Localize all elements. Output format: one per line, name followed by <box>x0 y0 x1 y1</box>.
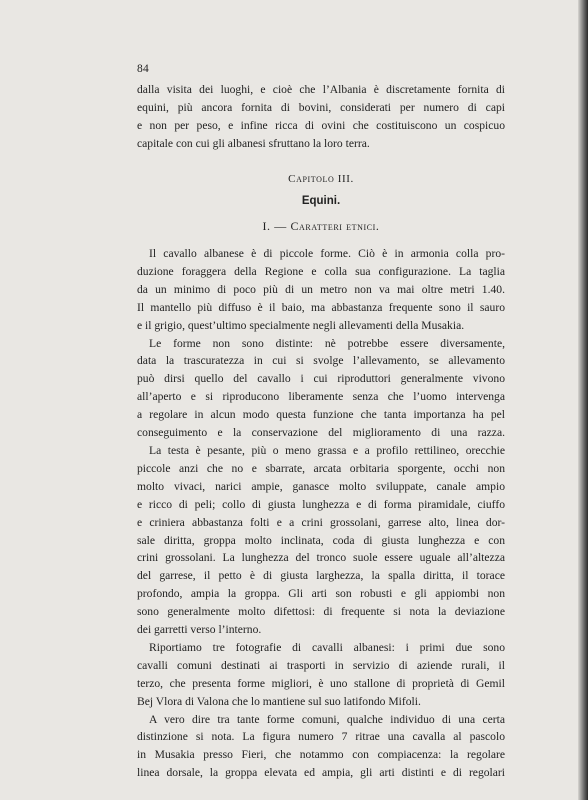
text-line: capitale con cui gli albanesi sfruttano la loro terra. <box>137 136 370 150</box>
text-line: e criniera abbastanza folti e a crini grossolani, garrese alto, linea dor- <box>137 515 505 529</box>
text-line: molto vivaci, narici ampie, ganasce molto sviluppate, canale ampio <box>137 479 505 493</box>
text-line: Le forme non sono distinte: nè potrebbe essere diversamente, <box>149 336 505 350</box>
text-line: sale diritta, groppa molto inclinata, coda di giusta lunghezza e con <box>137 533 505 547</box>
text-line: del garrese, il petto è di giusta larghezza, la spalla diritta, il torace <box>137 569 505 583</box>
chapter-subtitle: Equini. <box>301 195 341 207</box>
text-line: terzo, che presenta forme migliori, è uno stallone di proprietà di Gemil <box>137 676 505 690</box>
text-line: a regolare in alcun modo questa funzione che tanta importanza ha pel <box>137 408 505 422</box>
text-line: linea dorsale, la groppa elevata ed ampia, gli arti distinti e di regolari <box>137 766 505 780</box>
text-line: A vero dire tra tante forme comuni, qualche individuo di una certa <box>149 712 505 726</box>
text-line: crini grossolani. La lunghezza del tronco suole essere uguale all’altezza <box>137 551 505 565</box>
text-line: cavalli comuni destinati ai trasporti in servizio di aziende rurali, il <box>137 658 505 672</box>
body-text <box>137 245 505 782</box>
section-heading: I. — Caratteri etnici. <box>262 219 380 233</box>
text-line: conseguimento e la conservazione del miglioramento di una razza. <box>137 426 505 440</box>
text-line: piccole anzi che no e sbarrate, arcata orbitaria sporgente, occhi non <box>137 461 505 475</box>
text-line: Il cavallo albanese è di piccole forme. Ciò è in armonia colla pro- <box>149 247 505 260</box>
text-line: profondo, ampia la groppa. Gli arti son robusti e gli appiombi non <box>137 587 505 601</box>
chapter-heading: Capitolo III. <box>288 173 354 185</box>
text-line: Bej Vlora di Valona che lo mantiene sul suo latifondo Mifoli. <box>137 694 421 708</box>
text-line: duzione foraggera della Regione e colla sua configurazione. La taglia <box>137 264 505 278</box>
text-line: dalla visita dei luoghi, e cioè che l’Albania è discretamente fornita di <box>137 83 505 96</box>
text-line: Riportiamo tre fotografie di cavalli albanesi: i primi due sono <box>149 640 505 654</box>
text-line: da un minimo di poco più di un metro non va mai oltre metri 1.40. <box>137 282 505 296</box>
text-line: dei garretti verso l’interno. <box>137 623 262 637</box>
text-line: in Musakia presso Fieri, che notammo con compiacenza: la regolare <box>137 748 505 762</box>
text-line: sono generalmente molto difettosi: di frequente si nota la deviazione <box>137 605 505 619</box>
text-line: all’aperto e si riproducono liberamente senza che l’uomo intervenga <box>137 390 505 404</box>
intro-paragraph <box>137 81 505 153</box>
text-line: e ricco di peli; collo di giusta lunghezza e di forma piramidale, ciuffo <box>137 497 505 511</box>
text-line: e il grigio, quest’ultimo specialmente negli allevamenti della Musakia. <box>137 318 465 332</box>
text-line: equini, più ancora fornita di bovini, considerati per numero di capi <box>137 100 505 114</box>
text-line: La testa è pesante, più o meno grassa e a profilo rettilineo, orecchie <box>149 443 505 457</box>
page-number: 84 <box>137 63 150 75</box>
page-edge-shadow <box>578 0 588 800</box>
text-line: distinzione si nota. La figura numero 7 ritrae una cavalla al pascolo <box>137 730 505 744</box>
text-line: data la trascuratezza in cui si svolge l’allevamento, se allevamento <box>137 354 505 368</box>
text-line: Il mantello più diffuso è il baio, ma abbastanza frequente sono il sauro <box>137 300 505 314</box>
text-line: e non per peso, e infine ricca di ovini che costituiscono un cospicuo <box>137 118 505 132</box>
text-line: può dirsi quello del cavallo i cui riproduttori generalmente vivono <box>137 372 505 386</box>
